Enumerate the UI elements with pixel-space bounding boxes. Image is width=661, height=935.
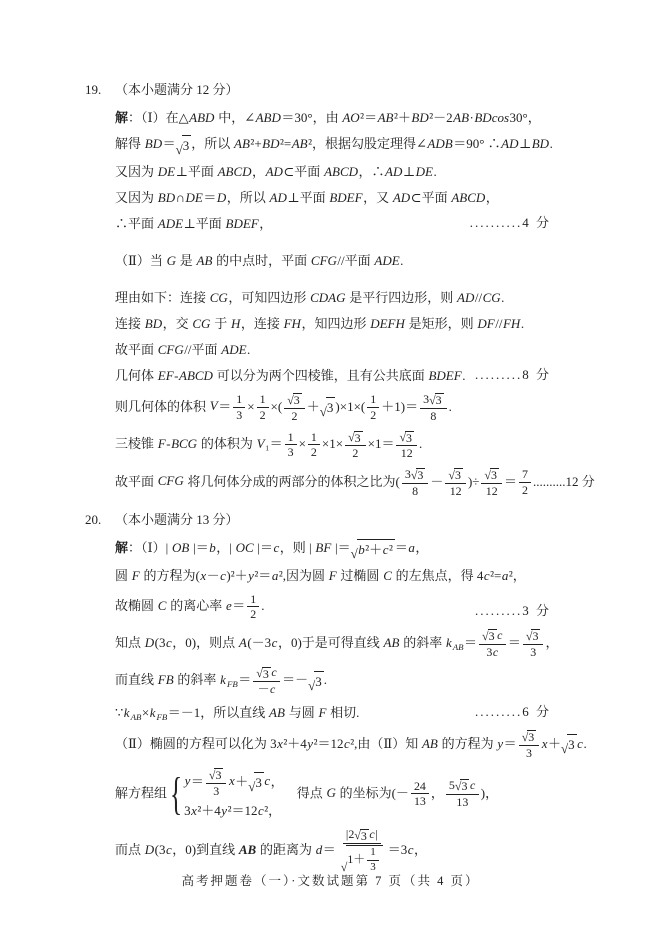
solution-line: 解：（Ⅰ）| OB |＝b，| OC |＝c，则 | BF |＝ √ b²＋c² ＝a，: [115, 540, 429, 561]
solution-line: （Ⅱ）椭圆的方程可以化为 3x²＋4y²＝12c²,由（Ⅱ）知 AB 的方程为 y＝ √ 3 3 x＋ √ 3 c.: [115, 730, 587, 760]
problem-title: （本小题满分 13 分）: [115, 512, 239, 528]
spacer: [115, 240, 621, 251]
solution-line: $\because k_{AB}\times k_{FB}=-1$，所以直线 AB 与圆 F 相切. .........6 分: [115, 703, 551, 723]
solution-line: 圆 F 的方程为(x－c)²＋y²＝a²,因为圆 F 过椭圆 C 的左焦点，得 4c²=a²，: [115, 567, 526, 583]
solution-line: 故椭圆 C 的离心率 e＝ $\frac{1}{2}$ . .........3 分: [115, 591, 551, 622]
problem-number: 19.: [85, 82, 102, 97]
solution-line: 解得 BD＝ √ 3 ，所以 AB²+BD²=AB²，根据勾股定理得∠ADB＝90° ∴AD⊥BD.: [115, 136, 553, 157]
score-mark: .........6 分: [474, 703, 551, 719]
solution-line: 又因为 DE⊥平面 ABCD，AD⊂平面 ABCD，∴AD⊥DE.: [115, 163, 437, 179]
score-mark: .........3 分: [474, 602, 551, 618]
problem-20: [85, 510, 621, 875]
solution-line: 又因为 BD∩DE＝D，所以 AD⊥平面 BDEF，又 AD⊂平面 ABCD，: [115, 189, 499, 205]
problem-body: [115, 538, 621, 875]
problem-header: [85, 510, 621, 530]
solution-line: 连接 BD，交 CG 于 H，连接 FH，知四边形 DEFH 是矩形，则 DF//FH.: [115, 315, 525, 331]
solution-line: 故平面 CFG//平面 ADE.: [115, 341, 251, 357]
solution-line: 知点 D(3c，0)，则点 A(－3c，0)于是可得直线 AB 的斜率 $k_{AB}=$ √ 3 c 3c ＝ √ 3 3 ，: [115, 627, 559, 659]
problem-number: 20.: [85, 512, 102, 528]
score-mark: .........8 分: [474, 366, 551, 382]
problem-header: [85, 80, 621, 100]
solution-line: 几何体 EF-ABCD 可以分为两个四棱锥，且有公共底面 BDEF. .........8 分: [115, 366, 551, 383]
score-mark: ..........4 分: [469, 214, 551, 230]
spacer: [115, 277, 621, 288]
problem-title: （本小题满分 12 分）: [115, 82, 239, 97]
solution-line: 解方程组 { y＝ √ 3 3 x＋ √ 3 c， 3x²＋4y²＝12c²， 得点 G 的坐标为(－ $\frac{24}{13}$ ， 5 √ 3 c 13 )，: [115, 767, 499, 820]
solution-line: 而点 D(3c，0)到直线 AB 的距离为 d＝ |2 √ 3 c| √ 1＋ $\frac{1}{3}$ ＝3c，: [115, 827, 428, 875]
system-equation: y＝ √ 3 3 x＋ √ 3 c，: [184, 767, 284, 798]
page-footer: 高考押题卷（一）·文数试题第 7 页（共 4 页）: [181, 874, 480, 888]
problem-19: [85, 80, 621, 498]
system-brace: {: [169, 768, 183, 820]
solution-line: 解：（Ⅰ）在△ABD 中，∠ABD＝30°，由 AO²＝AB²＋BD²－2AB·BDcos30°，: [115, 110, 541, 125]
solution-line: 三棱锥 F-BCG 的体积为 V₁＝ $\frac{1}{3}$ × $\frac{1}{2}$ ×1× √ 3 2 ×1＝ √ 3 12 .: [115, 429, 423, 461]
solution-line: 则几何体的体积 V＝ $\frac{1}{3}$ × $\frac{1}{2}$ ×( √ 3 2 ＋ √ 3 )×1×( $\frac{1}{2}$ ＋1)＝ 3 √ 3 8 .: [115, 391, 452, 423]
solution-line: （Ⅱ）当 G 是 AB 的中点时，平面 CFG//平面 ADE.: [115, 252, 404, 268]
solution-line: 故平面 CFG 将几何体分成的两部分的体积之比为( 3 √ 3 8 － √ 3 12 )÷ √ 3 12 ＝ $\frac{7}{2}$ ..........12 分: [115, 466, 595, 498]
equation-system: [169, 767, 284, 822]
system-equation: 3x²＋4y²＝12c²，: [184, 803, 282, 819]
solution-line: 而直线 FB 的斜率 $k_{FB}=$ √ 3 c －c ＝－ √ 3 .: [115, 665, 328, 697]
solution-line: 理由如下：连接 CG，可知四边形 CDAG 是平行四边形，则 AD//CG.: [115, 289, 505, 305]
problem-body: [115, 108, 621, 498]
solution-line: ∴平面 ADE⊥平面 BDEF， ..........4 分: [115, 214, 551, 231]
